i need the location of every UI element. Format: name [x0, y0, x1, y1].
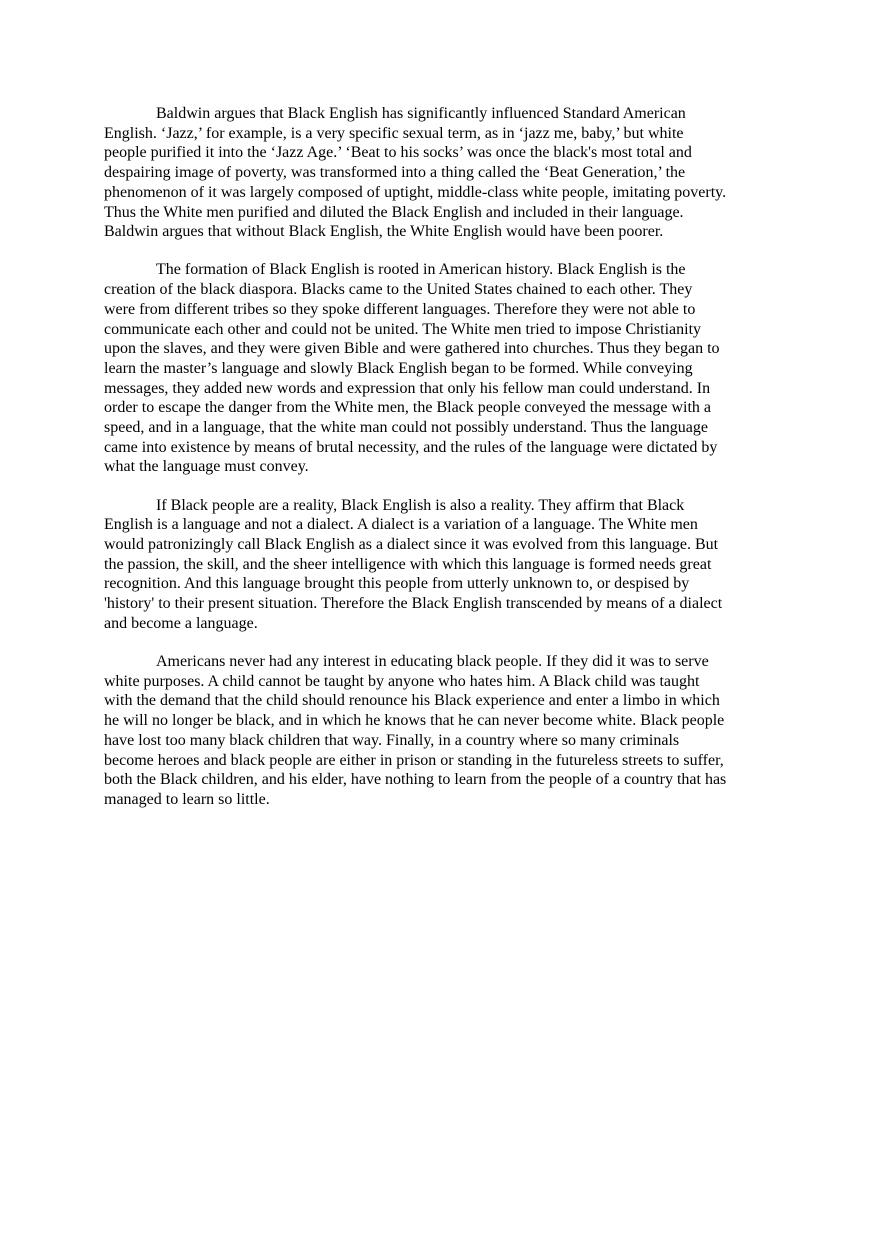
text-line: If Black people are a reality, Black English is also a reality. They affirm that Black — [156, 496, 685, 514]
text-line: people purified it into the ‘Jazz Age.’ ‘Beat to his socks’ was once the black's most total and — [104, 144, 692, 162]
text-line: both the Black children, and his elder, have nothing to learn from the people of a country that has — [104, 771, 727, 789]
text-line: English is a language and not a dialect. A dialect is a variation of a language. The White men — [104, 516, 698, 534]
text-line: managed to learn so little. — [104, 791, 270, 808]
text-line: came into existence by means of brutal necessity, and the rules of the language were dictated by — [104, 438, 718, 456]
text-line: would patronizingly call Black English as a dialect since it was evolved from this language. But — [104, 536, 719, 554]
text-line: what the language must convey. — [104, 458, 309, 476]
text-line: 'history' to their present situation. Therefore the Black English transcended by means of a dialect — [104, 595, 723, 613]
text-line: Baldwin argues that without Black English, the White English would have been poorer. — [104, 223, 664, 241]
text-line: Americans never had any interest in educating black people. If they did it was to serve — [156, 653, 709, 671]
text-line: white purposes. A child cannot be taught by anyone who hates him. A Black child was taught — [104, 672, 700, 690]
text-line: speed, and in a language, that the white man could not possibly understand. Thus the language — [104, 419, 709, 437]
text-line: recognition. And this language brought this people from utterly unknown to, or despised by — [104, 575, 690, 593]
text-line: become heroes and black people are either in prison or standing in the futureless streets to suffer, — [104, 751, 724, 769]
text-line: despairing image of poverty, was transformed into a thing called the ‘Beat Generation,’ the — [104, 164, 686, 182]
text-line: The formation of Black English is rooted in American history. Black English is the — [156, 261, 686, 279]
text-line: Thus the White men purified and diluted the Black English and included in their language. — [104, 203, 684, 221]
paragraph-2 — [104, 260, 777, 477]
text-line: creation of the black diaspora. Blacks came to the United States chained to each other. They — [104, 281, 693, 299]
text-line: messages, they added new words and expression that only his fellow man could understand. In — [104, 379, 711, 397]
text-line: and become a language. — [104, 614, 258, 632]
text-line: upon the slaves, and they were given Bible and were gathered into churches. Thus they began to — [104, 340, 720, 358]
text-line: he will no longer be black, and in which he knows that he can never become white. Black people — [104, 712, 725, 730]
text-line: learn the master’s language and slowly Black English began to be formed. While conveying — [104, 359, 693, 377]
paragraph-4 — [104, 652, 777, 810]
text-line: communicate each other and could not be united. The White men tried to impose Christianity — [104, 320, 702, 338]
text-line: have lost too many black children that way. Finally, in a country where so many criminals — [104, 731, 680, 749]
text-line: order to escape the danger from the White men, the Black people conveyed the message with a — [104, 399, 712, 417]
text-line: Baldwin argues that Black English has significantly influenced Standard American — [156, 105, 686, 122]
text-line: were from different tribes so they spoke different languages. Therefore they were not able to — [104, 300, 696, 318]
paragraph-1 — [104, 104, 777, 242]
text-line: phenomenon of it was largely composed of uptight, middle-class white people, imitating poverty. — [104, 183, 727, 201]
text-line: the passion, the skill, and the sheer intelligence with which this language is formed needs great — [104, 555, 712, 573]
document-page — [104, 104, 777, 828]
text-line: with the demand that the child should renounce his Black experience and enter a limbo in which — [104, 692, 720, 710]
text-line: English. ‘Jazz,’ for example, is a very specific sexual term, as in ‘jazz me, baby,’ but white — [104, 124, 684, 142]
paragraph-3 — [104, 496, 777, 634]
